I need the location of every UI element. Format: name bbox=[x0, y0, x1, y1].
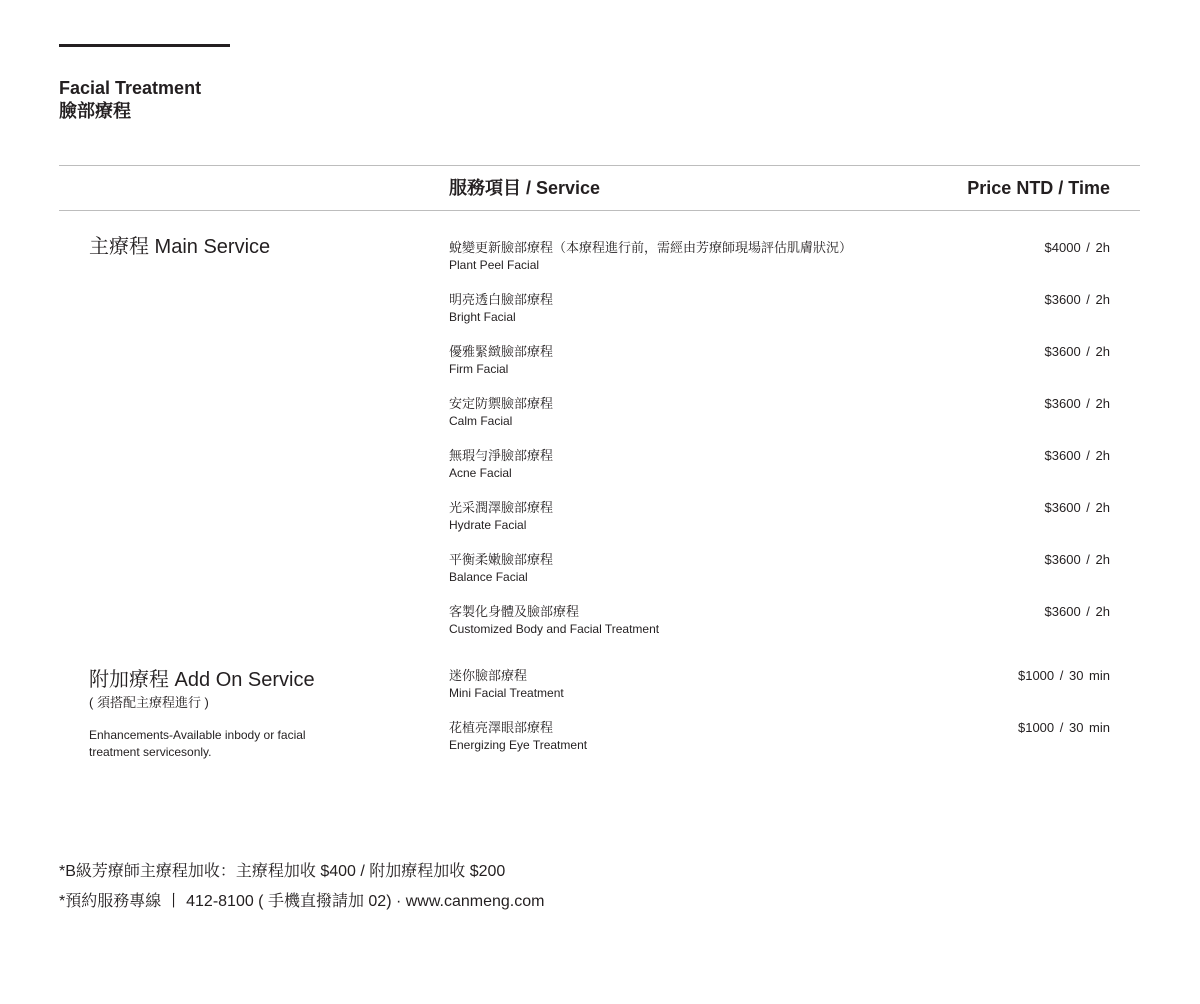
service-price: $3600 / 2h bbox=[1044, 604, 1110, 619]
service-name-zh: 蛻變更新臉部療程（本療程進行前，需經由芳療師現場評估肌膚狀況） bbox=[449, 240, 853, 255]
service-name-zh: 明亮透白臉部療程 bbox=[449, 292, 554, 307]
service-name-en: Calm Facial bbox=[449, 414, 513, 428]
service-name-en: Hydrate Facial bbox=[449, 518, 527, 532]
service-column-header: 服務項目 / Service bbox=[449, 178, 601, 198]
addon-service-description: Enhancements-Available inbody or facial treatment servicesonly. bbox=[89, 728, 306, 759]
service-name-zh: 迷你臉部療程 bbox=[449, 668, 528, 683]
service-name-zh: 客製化身體及臉部療程 bbox=[449, 604, 580, 619]
page-title-zh: 臉部療程 bbox=[59, 101, 131, 121]
addon-row bbox=[449, 719, 1110, 759]
service-price: $3600 / 2h bbox=[1044, 448, 1110, 463]
service-price: $3600 / 2h bbox=[1044, 344, 1110, 359]
price-column-header: Price NTD / Time bbox=[967, 178, 1110, 198]
service-row bbox=[449, 395, 1110, 435]
table-header-bottom-divider bbox=[59, 210, 1140, 211]
service-row bbox=[449, 447, 1110, 487]
service-name-zh: 花植亮澤眼部療程 bbox=[449, 720, 554, 735]
service-name-en: Plant Peel Facial bbox=[449, 258, 540, 272]
service-name-zh: 優雅緊緻臉部療程 bbox=[449, 344, 554, 359]
service-name-en: Customized Body and Facial Treatment bbox=[449, 622, 660, 636]
service-name-en: Balance Facial bbox=[449, 570, 528, 584]
service-name-zh: 光采潤澤臉部療程 bbox=[449, 500, 554, 515]
service-row bbox=[449, 499, 1110, 539]
service-name-en: Energizing Eye Treatment bbox=[449, 738, 588, 752]
service-name-en: Bright Facial bbox=[449, 310, 516, 324]
service-price: $3600 / 2h bbox=[1044, 552, 1110, 567]
table-header-top-divider bbox=[59, 165, 1140, 166]
service-price: $3600 / 2h bbox=[1044, 396, 1110, 411]
service-row bbox=[449, 239, 1110, 279]
page-title bbox=[59, 77, 201, 123]
service-row bbox=[449, 551, 1110, 591]
booking-contact-line: *預約服務專線 丨 412-8100 ( 手機直撥請加 02) · www.canmeng.com bbox=[59, 893, 545, 910]
service-price: $1000 / 30 min bbox=[1017, 720, 1110, 735]
service-price: $4000 / 2h bbox=[1044, 240, 1110, 255]
addon-row bbox=[449, 667, 1110, 707]
service-name-zh: 安定防禦臉部療程 bbox=[449, 396, 554, 411]
service-name-zh: 無瑕勻淨臉部療程 bbox=[449, 448, 554, 463]
page-title-en: Facial Treatment bbox=[59, 78, 202, 98]
service-row bbox=[449, 291, 1110, 331]
service-name-en: Mini Facial Treatment bbox=[449, 686, 564, 700]
addon-service-heading: 附加療程 Add On Service bbox=[89, 669, 315, 691]
title-rule bbox=[59, 44, 230, 47]
main-service-heading: 主療程 Main Service bbox=[89, 236, 271, 258]
service-row bbox=[449, 603, 1110, 643]
service-price: $3600 / 2h bbox=[1044, 500, 1110, 515]
service-price: $3600 / 2h bbox=[1044, 292, 1110, 307]
service-row bbox=[449, 343, 1110, 383]
service-price: $1000 / 30 min bbox=[1017, 668, 1110, 683]
service-name-en: Firm Facial bbox=[449, 362, 509, 376]
addon-service-note: ( 須搭配主療程進行 ) bbox=[89, 695, 209, 710]
service-name-zh: 平衡柔嫩臉部療程 bbox=[449, 552, 554, 567]
surcharge-note: *B級芳療師主療程加收：主療程加收 $400 / 附加療程加收 $200 bbox=[59, 863, 506, 880]
service-name-en: Acne Facial bbox=[449, 466, 512, 480]
